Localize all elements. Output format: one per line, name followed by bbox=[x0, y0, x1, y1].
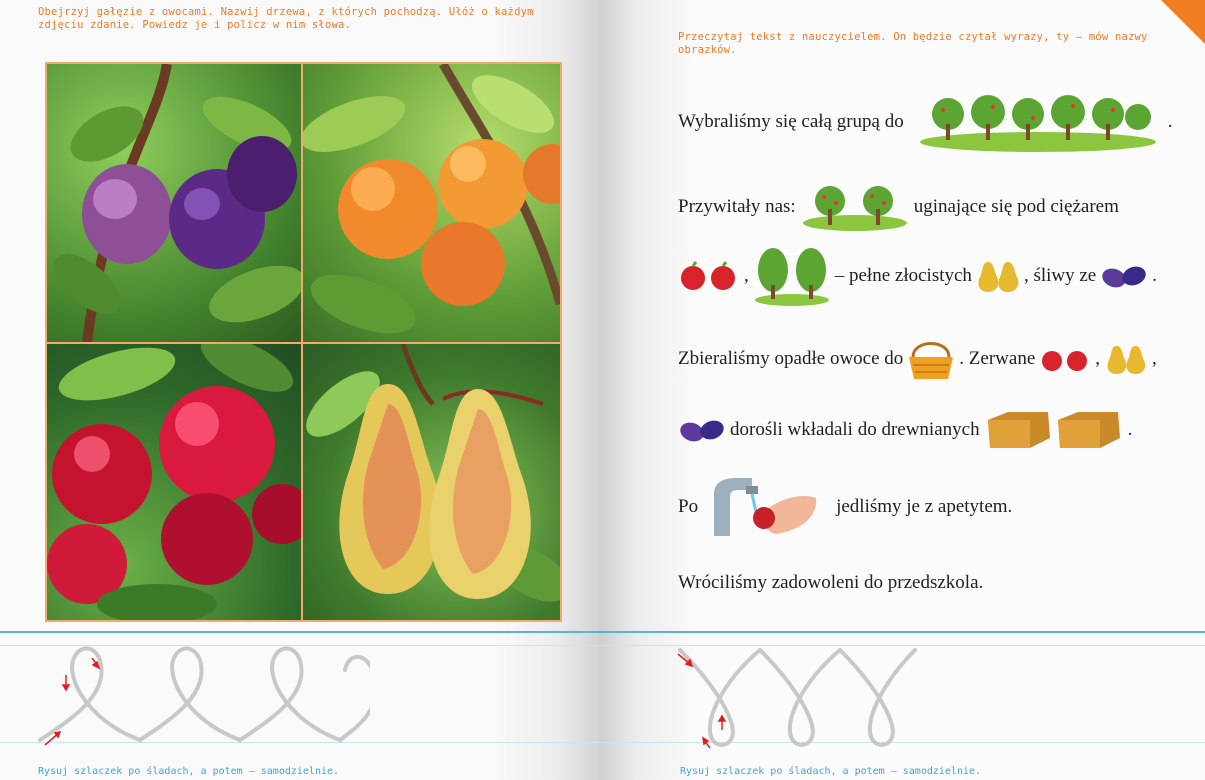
story-text: Po bbox=[678, 496, 699, 517]
right-footer: Rysuj szlaczek po śladach, a potem – samodzielnie. bbox=[680, 766, 982, 777]
fruit-trees-icon bbox=[800, 183, 910, 231]
right-page bbox=[600, 0, 1205, 780]
left-page bbox=[0, 0, 600, 780]
story-text: . bbox=[1167, 111, 1173, 132]
apples-icon bbox=[678, 261, 740, 291]
writing-line-top bbox=[0, 631, 600, 633]
plum-branch-photo bbox=[47, 64, 301, 342]
story-text: Wybraliśmy się całą grupą do bbox=[678, 111, 904, 132]
story-text: uginające się pod ciężarem bbox=[913, 196, 1119, 217]
story-text: , śliwy ze bbox=[1023, 265, 1097, 286]
story-text: Wróciliśmy zadowoleni do przedszkola. bbox=[678, 572, 984, 593]
apple-trees-icon bbox=[753, 245, 831, 307]
apple-branch-photo bbox=[47, 344, 301, 620]
basket-icon bbox=[907, 337, 955, 381]
story-text: dorośli wkładali do drewnianych bbox=[730, 419, 980, 440]
story-line-6 bbox=[678, 472, 1012, 542]
story-text: . bbox=[1127, 419, 1133, 440]
loop-tracing-pattern bbox=[670, 640, 920, 760]
orchard-icon bbox=[918, 92, 1158, 152]
story-text: Przywitały nas: bbox=[678, 196, 796, 217]
story-text: . Zerwane bbox=[959, 348, 1036, 369]
story-text: jedliśmy je z apetytem. bbox=[836, 496, 1013, 517]
left-instruction: Obejrzyj gałęzie z owocami. Nazwij drzewa, z których pochodzą. Ułóż o każdym zdjęciu zdanie. Powiedz je i policz w nim słowa. bbox=[38, 6, 534, 31]
pear-branch-photo bbox=[303, 344, 560, 620]
plums-icon bbox=[678, 417, 726, 443]
fruit-photo-grid bbox=[45, 62, 562, 622]
washing-fruit-icon bbox=[706, 472, 826, 542]
story-line-3 bbox=[678, 245, 1157, 307]
story-text: . bbox=[1152, 265, 1157, 286]
wooden-crates-icon bbox=[984, 408, 1124, 452]
loop-tracing-pattern bbox=[30, 640, 370, 755]
story-text: – pełne złocistych bbox=[834, 265, 972, 286]
story-line-1 bbox=[678, 92, 1172, 152]
story-text: Zbieraliśmy opadłe owoce do bbox=[678, 348, 904, 369]
story-text: , bbox=[1152, 348, 1157, 369]
pears-icon bbox=[976, 259, 1020, 293]
right-instruction: Przeczytaj tekst z nauczycielem. On będzie czytał wyrazy, ty – mów nazwy obrazków. bbox=[678, 31, 1148, 56]
pears-icon bbox=[1104, 343, 1148, 375]
story-line-7 bbox=[678, 572, 983, 594]
writing-line-top bbox=[600, 631, 1205, 633]
plums-icon bbox=[1100, 263, 1148, 289]
story-line-2 bbox=[678, 183, 1119, 231]
apples-icon bbox=[1039, 346, 1091, 372]
apricot-branch-photo bbox=[303, 64, 560, 342]
story-line-5 bbox=[678, 408, 1132, 452]
left-footer: Rysuj szlaczek po śladach, a potem – samodzielnie. bbox=[38, 766, 340, 777]
story-line-4 bbox=[678, 337, 1157, 381]
story-text: , bbox=[744, 265, 749, 286]
story-text: , bbox=[1095, 348, 1101, 369]
